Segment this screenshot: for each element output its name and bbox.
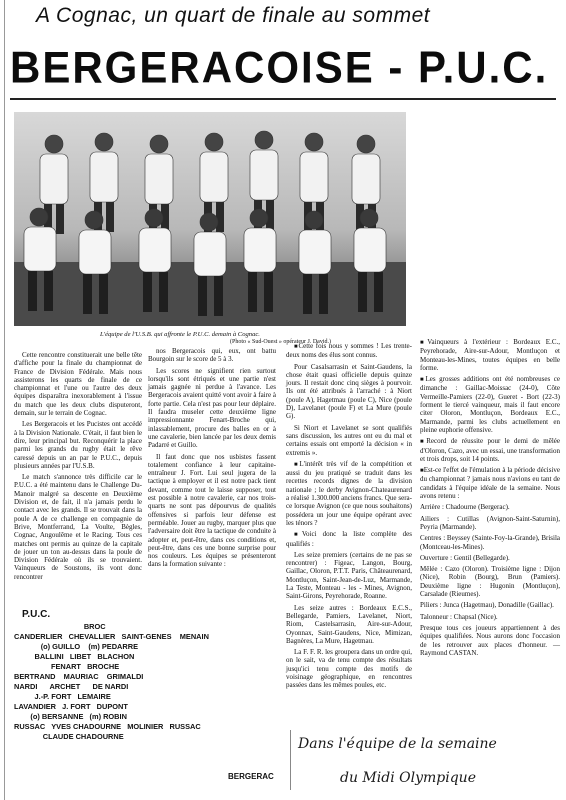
handwritten-note-line-1: Dans l'équipe de la semaine: [298, 736, 497, 752]
paragraph: Le match s'annonce très difficile car le P.U.C. a été maintenu dans le Challenge Du-Manoir malgré sa descente en Deuxième Division et, de fait, il n'a jamais perdu le contact avec les grands. Il se trouvait dans la poule A de ce challenge en compagnie de Brive, Montferrand, La Voulte, Bègles, Cognac, Angoulême et le Racing. Tous ces matches ont permis au quinze de la capitale de jouer un ton au-dessus dans la poule de Division Fédérale où ils se trouvaient. Vainqueurs de Soustons, ils vont donc rencontrer: [14, 473, 142, 581]
lineup-row: CLAUDE CHADOURNE: [14, 732, 124, 741]
paragraph: Talonneur : Chapsal (Nice).: [420, 612, 498, 621]
page-margin-line: [4, 0, 5, 800]
paragraph: ■ Cette fois nous y sommes ! Les trente-deux noms des élus sont connus.: [286, 342, 412, 360]
paragraph: Ouverture : Gentil (Bellegarde).: [420, 553, 510, 562]
lineup-row: BROC: [14, 622, 106, 631]
paragraph: Arrière : Chadourne (Bergerac).: [420, 503, 510, 512]
paragraph: Les seize autres : Bordeaux E.C.S., Bellegarde, Pamiers, Lavelanet, Niort, Riom, Castelsarrasin, Aire-sur-Adour, Oyonnax, Saint-Gaudens, Nice, Mimizan, Bagnères, La Mure, Hagetmau.: [286, 603, 412, 645]
lineup-row: BERTRAND MAURIAC GRIMALDI: [14, 672, 144, 681]
kicker-headline: A Cognac, un quart de finale au sommet: [36, 4, 431, 27]
paragraph: Ailiers : Cutillas (Avignon-Saint-Saturnin), Peyria (Marmande).: [420, 514, 560, 531]
lineup-row: (o) GUILLO (m) PEDARRE: [14, 642, 138, 651]
lineup-row: NARDI ARCHET DE NARDI: [14, 682, 129, 691]
lineup-row: FENART BROCHE: [14, 662, 120, 671]
headline-rule: [10, 98, 556, 100]
paragraph: ■ Record de réussite pour le demi de mêlée d'Oloron, Cazo, avec un essai, une transformation et trois drops, soit 14 points.: [420, 437, 560, 463]
paragraph: La F. F. R. les groupera dans un ordre qui, on le sait, va de tenu compte des résultats jusqu'ici tenu compte des motifs de voisinage géographique, en rencontres passées dans les mêmes poules, etc.: [286, 648, 412, 690]
lineup-row: CANDERLIER CHEVALLIER SAINT-GENES MENAIN: [14, 632, 209, 641]
paragraph: Les Bergeracois et les Pucistes ont accédé à la Division Nationale. C'était, il faut bien le dire, leur principal but. Reconquérir la place parmi les grands du rugby était le rêve caressé depuis un an par le P.U.C., depuis plusieurs années par l'U.S.B.: [14, 420, 142, 470]
lineup-row: (o) BERSANNE (m) ROBIN: [14, 712, 127, 721]
paragraph: ■ Voici donc la liste complète des qualifiés :: [286, 530, 412, 548]
article-column-4: [420, 338, 560, 660]
paragraph: Cette rencontre constituerait une belle tête d'affiche pour la finale du championnat de France de Division Fédérale. Mais nous assisterons les quarts de finale de ce championnat et l'une ou l'autre des deux équipes disparaîtra inexorablement à l'issue du match que les deux clubs disputeront, demain, sur le terrain de Cognac.: [14, 351, 142, 418]
paragraph: Les scores ne signifient rien surtout lorsqu'ils sont étriqués et une partie n'est jamais gagnée ni perdue à l'avance. Les Bergeracois avaient quitté vont avoir à faire à forte partie. Cela n'est pas pour leur déplaire. Il faudra museler cette deuxième ligne impressionnante Fenart-Broche qui, inlassablement, procure des balles en or à une cavalerie, bien lancée par les deux demis Padarré et Guillo.: [148, 366, 276, 450]
lineup-team-label: BERGERAC: [228, 772, 274, 781]
paragraph: Piliers : Junca (Hagetmau), Donadille (Gaillac).: [420, 601, 554, 610]
main-headline: BERGERACOISE - P.U.C.: [10, 42, 549, 93]
article-column-1: [14, 351, 142, 584]
lineup-row: LAVANDIER J. FORT DUPONT: [14, 702, 128, 711]
photo-credit: (Photo « Sud-Ouest » opérateur J. David.): [230, 339, 331, 345]
paragraph: Il faut donc que nos usbistes fassent totalement confiance à leur capitaine-entraîneur J. Fort. Lui seul jugera de la tactique à employer et il est notre pack tient devant, comme tout le laisse supposer, tout est possible à notre cavalerie, car nos trois-quarts ne sont pas dépourvus de qualités offensives si parfois leur défense est perméable. Jouer au rugby, marquer plus que l'adversaire doit être la tactique de conduite à adopter et, peut-être, dans ces conditions et, peut-être, dans ces une bonne surprise pour nos couleurs. Les équipes se présenteront dans la formation suivante :: [148, 452, 276, 569]
paragraph: ■ Les grosses additions ont été nombreuses ce dimanche : Gaillac-Moissac (24-0), Côte Vermeille-Pamiers (22-0), Gueret - Bort (22-3) forment le tiercé vainqueur, mais il faut encore citer Oloron, Montluçon, Bordeaux E.C., Marmande, parmi les clubs actuellement en pleine euphorie offensive.: [420, 375, 560, 434]
lineup-row: J.-P. FORT LEMAIRE: [14, 692, 111, 701]
lineup-title: P.U.C.: [22, 609, 51, 620]
paragraph: ■ Est-ce l'effet de l'émulation à la période décisive du championnat ? jamais nous n'avions eu tant de candidats à l'équipe idéale de la semaine. Nous avons retenu :: [420, 466, 560, 500]
team-photo: [14, 112, 406, 326]
lineup-row: RUSSAC YVES CHADOURNE MOLINIER RUSSAC: [14, 722, 201, 731]
handwritten-note-line-2: du Midi Olympique: [340, 770, 476, 786]
lineup-row: BALLINI LIBET BLACHON: [14, 652, 135, 661]
paragraph: Si Niort et Lavelanet se sont qualifiés sans discussion, les autres ont eu du mal et certains essais ont emporté la décision « in extremis ».: [286, 423, 412, 457]
article-column-3: [286, 342, 412, 693]
paragraph: Centres : Beyssey (Sainte-Foy-la-Grande), Brisila (Montceau-les-Mines).: [420, 534, 560, 551]
paragraph: Presque tous ces joueurs appartiennent à des équipes qualifiées. Nous aurons donc l'occasion de les retrouver aux places d'honneur. — Raymond CASTAN.: [420, 623, 560, 657]
paragraph: ■ Vainqueurs à l'extérieur : Bordeaux E.C., Peyrehorade, Aire-sur-Adour, Montluçon et Monteau-les-Mines, toutes équipes en belle forme.: [420, 338, 560, 372]
paragraph: Mêlée : Cazo (Oloron). Troisième ligne : Dijon (Nice), Robin (Bourg), Brun (Pamiers). Deuxième ligne : Hugonin (Montluçon), Carsalade (Rieumes).: [420, 565, 560, 599]
paragraph: nos Bergeracois qui, eux, ont battu Bourgoin sur le score de 5 à 3.: [148, 347, 276, 364]
paragraph: Les seize premiers (certains de ne pas se rencontrer) : Figeac, Langon, Bourg, Gaillac, Oloron, P.T.T. Paris, Châteaurenard, Montluçon, Saint-Jean-de-Luz, Marmande, La Teste, Monteau - les - Mines, Avignon, Saint-Girons, Peyrehorade, Roanne.: [286, 550, 412, 601]
article-column-2: [148, 347, 276, 572]
team-lineup: [14, 622, 284, 742]
photo-caption: L'équipe de l'U.S.B. qui affronte le P.U.C. demain à Cognac.: [100, 331, 260, 338]
paragraph: Pour Casalsarrasin et Saint-Gaudens, la chose était quasi officielle depuis quinze jours. Il restait donc cinq sièges à pourvoir. Ils ont été attribués à l'arraché : à Niort (poule A), Hagetmau (poule C), Nice (poule D), Lavelanet (poule F) et La Mure (poule G).: [286, 362, 412, 421]
paragraph: ■ L'intérêt très vif de la compétition et aussi du jeu pratiqué se traduit dans les recettes records dignes de la division nationale ; le derby Avignon-Chateaurenard a réalisé 1.300.000 anciens francs. Que sera-ce lorsque Avignon (ce que nous souhaitons) possédera un jour une équipe opérant avec les ténors ?: [286, 460, 412, 527]
